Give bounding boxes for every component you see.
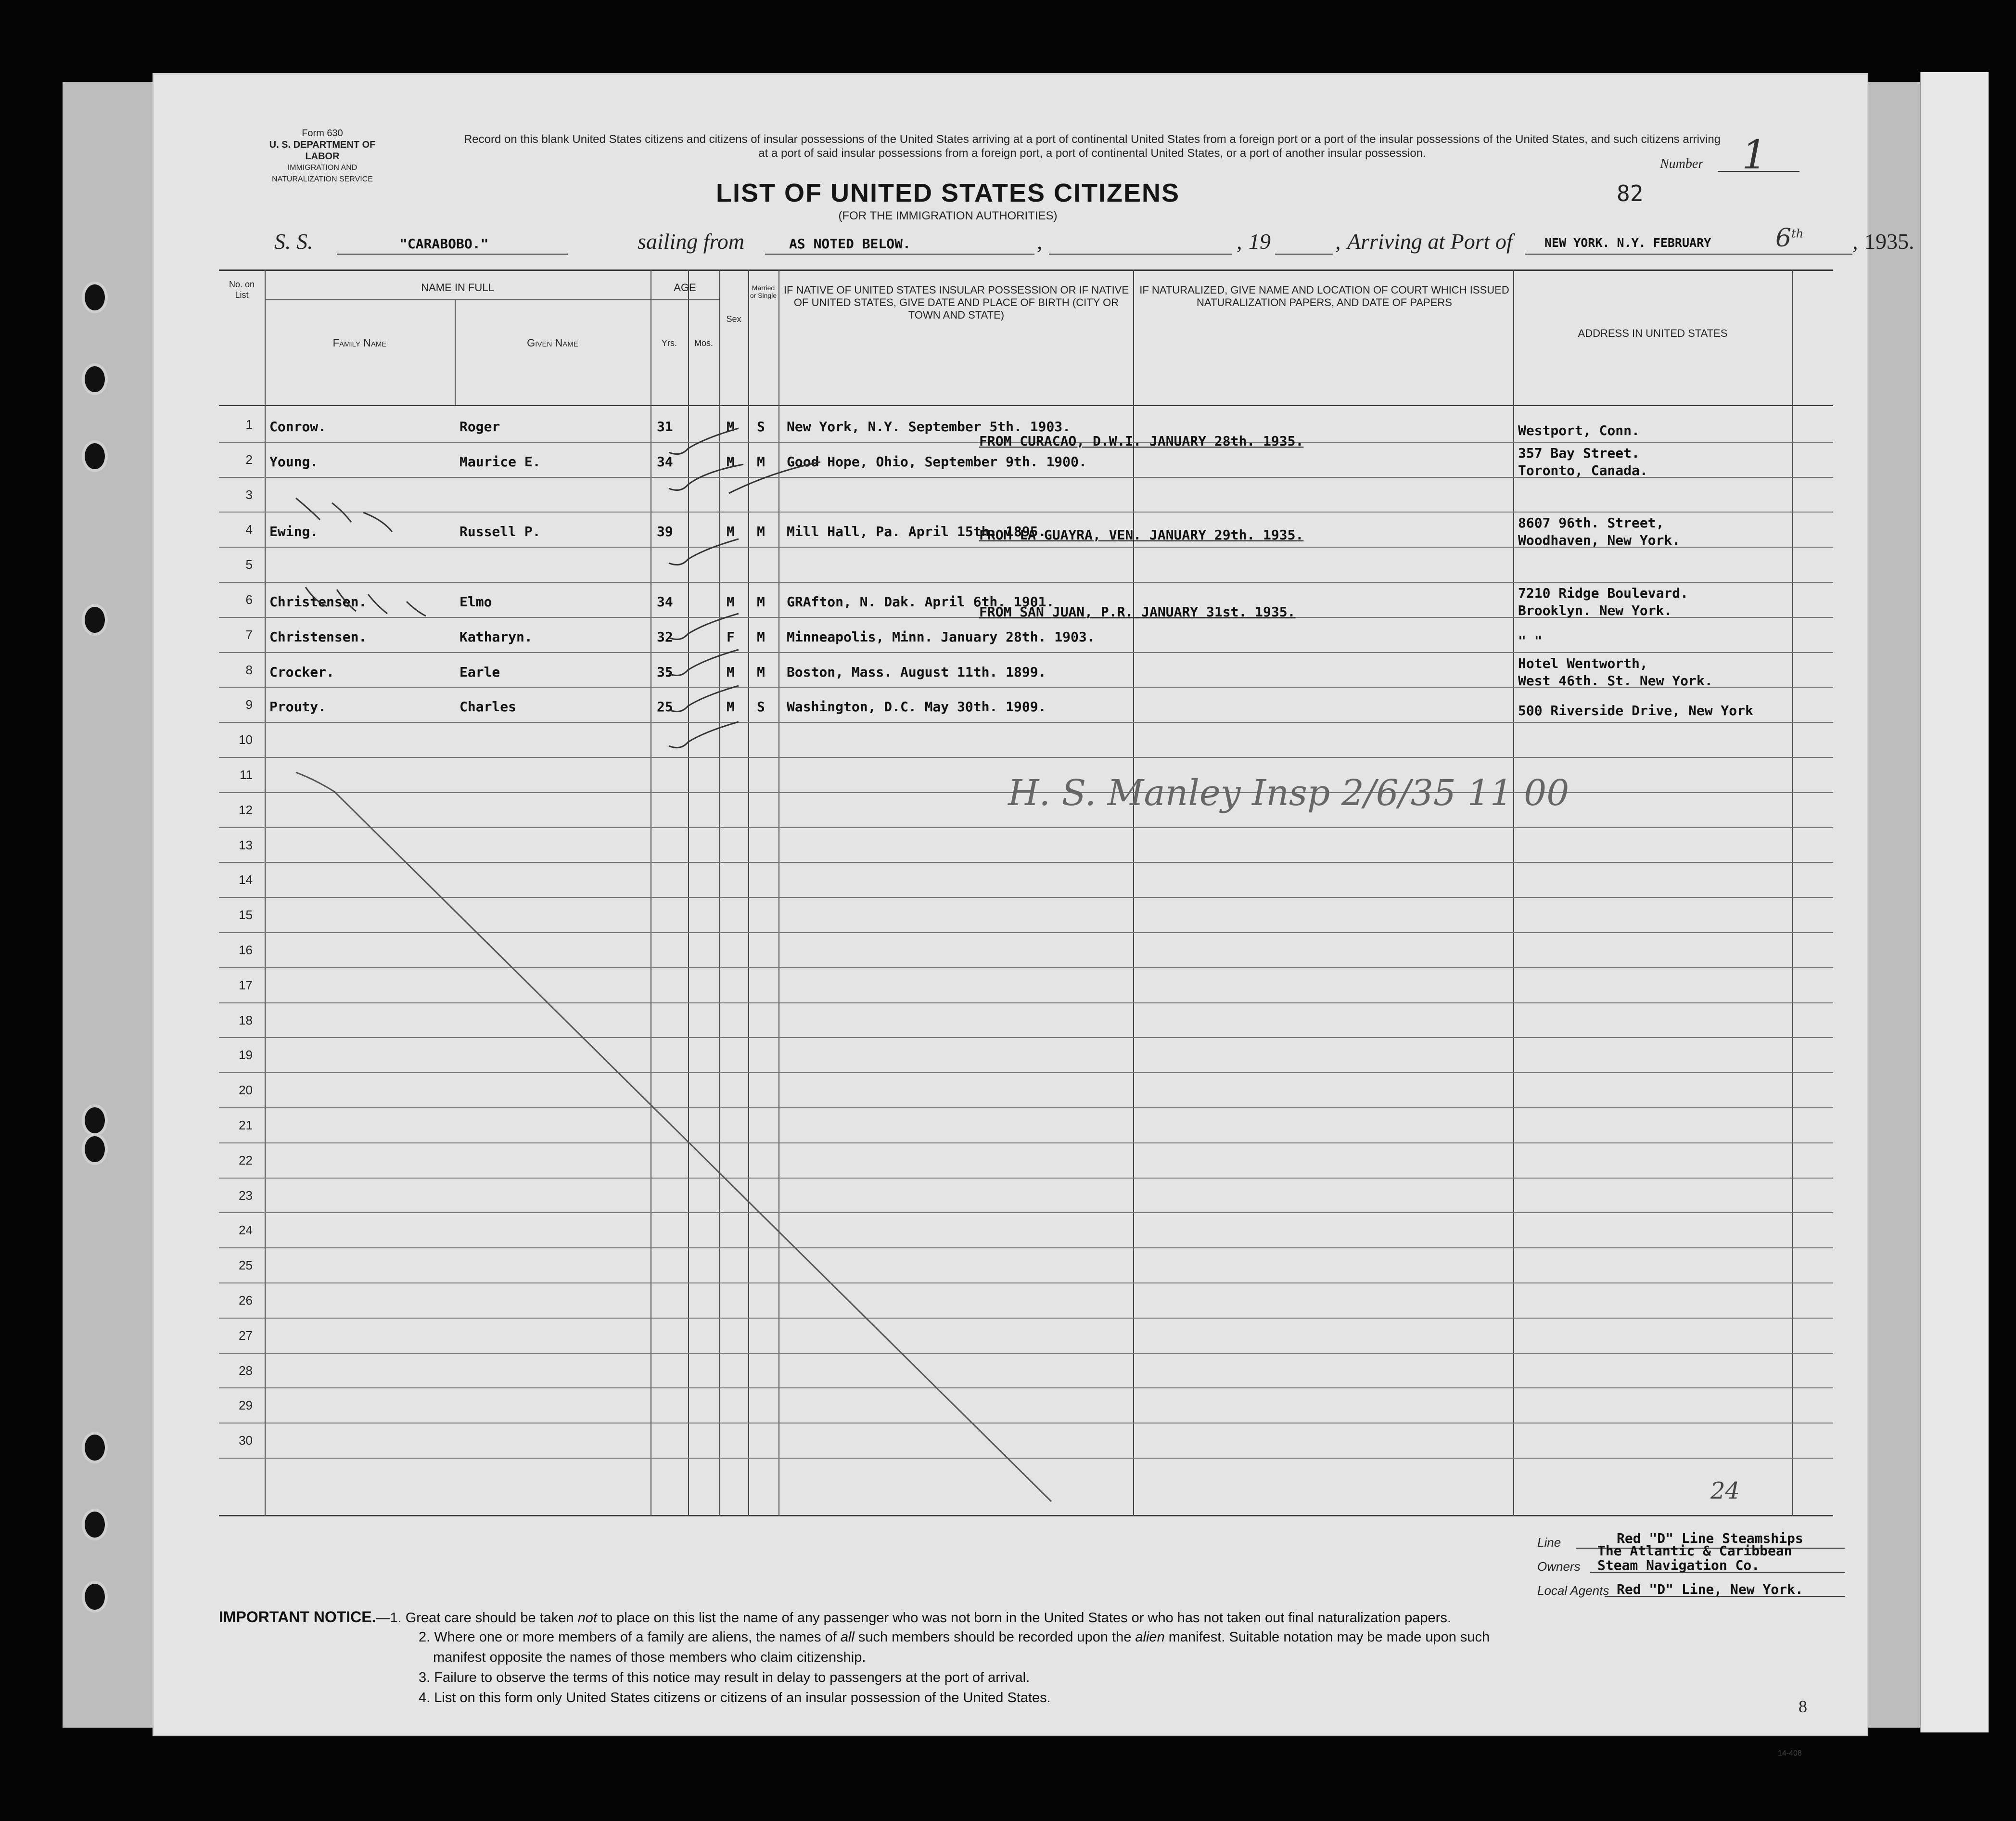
row-number: 10 — [239, 732, 253, 747]
row-number: 27 — [239, 1328, 253, 1343]
department-name: U. S. DEPARTMENT OF LABOR — [269, 140, 376, 162]
ship-underline — [337, 254, 568, 255]
col-header-naturalized: IF NATURALIZED, GIVE NAME AND LOCATION OF COURT WHICH ISSUED NATURALIZATION PAPERS, AND DATE OF PAPERS — [1139, 284, 1509, 308]
row-number: 29 — [239, 1398, 253, 1413]
notice-line-2b: manifest opposite the names of those members who claim citizenship. — [433, 1650, 866, 1665]
row-number: 2 — [245, 452, 253, 467]
row-number: 1 — [245, 417, 253, 432]
sailing-from: AS NOTED BELOW. — [789, 236, 911, 252]
notice-emphasis: all — [840, 1629, 855, 1645]
notice-text: manifest. Suitable notation may be made upon such — [1164, 1629, 1490, 1645]
notice-line-3: 3. Failure to observe the terms of this notice may result in delay to passengers at the port of arrival. — [419, 1670, 1030, 1685]
binder-hole — [82, 1104, 108, 1136]
check-mark — [669, 428, 739, 454]
notice-text: 1. Great care should be taken — [390, 1610, 578, 1626]
birth-place-date: Good Hope, Ohio, September 9th. 1900. — [787, 453, 1087, 470]
cancel-slash — [306, 587, 327, 606]
print-code: 14-408 — [1778, 1749, 1802, 1757]
line-label: Line — [1537, 1535, 1561, 1550]
binder-hole — [82, 604, 108, 636]
check-mark — [669, 614, 739, 640]
family-name: Ewing. — [269, 524, 319, 540]
owners-value-1: The Atlantic & Caribbean — [1597, 1543, 1792, 1559]
cancel-slash — [363, 513, 392, 532]
marital-status: M — [757, 628, 765, 645]
col-header-sex: Sex — [726, 314, 741, 324]
binder-hole — [82, 363, 108, 395]
age-years: 34 — [657, 453, 673, 470]
section-header: FROM LA GUAYRA, VEN. JANUARY 29th. 1935. — [979, 527, 1304, 543]
number-value: 1 — [1742, 132, 1767, 178]
row-number: 18 — [239, 1013, 253, 1027]
ship-name: "CARABOBO." — [399, 236, 489, 252]
notice-line-2 — [419, 1628, 1490, 1647]
row-number: 3 — [245, 487, 253, 502]
binder-hole — [82, 1133, 108, 1165]
check-mark — [669, 650, 739, 676]
cancel-slash — [368, 594, 387, 614]
row-number: 4 — [245, 522, 253, 537]
age-years: 39 — [657, 524, 673, 540]
row-number: 30 — [239, 1433, 253, 1448]
cancel-slash — [332, 503, 351, 522]
sex: M — [727, 524, 735, 540]
arriving-label: Arriving at Port of — [1347, 229, 1513, 254]
sheet-number: 8 — [1799, 1697, 1807, 1716]
notice-dash: — — [376, 1610, 390, 1626]
notice-text: such members should be recorded upon the — [854, 1629, 1136, 1645]
ss-label: S. S. — [274, 229, 313, 254]
family-name: Prouty. — [269, 699, 327, 715]
birth-place-date: Washington, D.C. May 30th. 1909. — [787, 699, 1046, 715]
given-name: Roger — [459, 419, 500, 435]
form-identifier — [255, 128, 390, 185]
arrival-year: 1935. — [1864, 229, 1914, 254]
sex: M — [727, 594, 735, 610]
address-line-1: 8607 96th. Street, — [1518, 515, 1664, 531]
footer — [219, 1521, 1833, 1757]
check-mark — [669, 722, 739, 748]
notice-emphasis: alien — [1135, 1629, 1165, 1645]
given-name: Russell P. — [459, 524, 541, 540]
notice-heading: IMPORTANT NOTICE. — [219, 1608, 376, 1626]
sex: F — [727, 628, 735, 645]
binder-hole — [82, 1581, 108, 1613]
col-header-birth: IF NATIVE OF UNITED STATES INSULAR POSSESSION OR IF NATIVE OF UNITED STATES, GIVE DATE AND PLACE OF BIRTH (CITY OR TOWN AND STATE) — [783, 284, 1129, 321]
birth-place-date: Minneapolis, Minn. January 28th. 1903. — [787, 628, 1095, 645]
col-header-name: NAME IN FULL — [421, 282, 494, 294]
sex: M — [727, 419, 735, 435]
binder-hole — [82, 1432, 108, 1463]
nineteen: 19 — [1249, 229, 1271, 254]
sailing-underline — [765, 254, 1034, 255]
marital-status: M — [757, 594, 765, 610]
close-out-line — [296, 772, 1051, 1501]
family-name: Christensen. — [269, 628, 367, 645]
address-line-1: Hotel Wentworth, — [1518, 655, 1648, 671]
col-header-family: Family Name — [332, 337, 387, 349]
row-number: 26 — [239, 1293, 253, 1308]
birth-place-date: GRAfton, N. Dak. April 6th. 1901. — [787, 594, 1055, 610]
col-header-age: AGE — [674, 282, 696, 294]
owners-value-2: Steam Navigation Co. — [1597, 1557, 1760, 1573]
arrival-day-number: 6 — [1775, 224, 1792, 253]
age-years: 25 — [657, 699, 673, 715]
cancel-slashes — [296, 498, 426, 616]
given-name: Elmo — [459, 594, 492, 610]
row-number: 11 — [240, 768, 253, 782]
check-mark — [669, 464, 743, 490]
marital-status: M — [757, 524, 765, 540]
row-number: 15 — [239, 908, 253, 923]
section-header: FROM SAN JUAN, P.R. JANUARY 31st. 1935. — [979, 604, 1296, 620]
manifest-page — [154, 75, 1914, 1757]
arrival-day — [1775, 224, 1803, 253]
col-header-address: ADDRESS IN UNITED STATES — [1578, 327, 1728, 339]
agents-underline — [1605, 1596, 1845, 1597]
row-number: 12 — [239, 802, 253, 817]
address-line-1: 7210 Ridge Boulevard. — [1518, 585, 1689, 601]
agents-value: Red "D" Line, New York. — [1617, 1581, 1803, 1597]
owners-underline — [1590, 1572, 1845, 1573]
family-name: Young. — [269, 453, 319, 470]
col-header-given: Given Name — [527, 337, 578, 349]
row-number: 9 — [245, 697, 253, 712]
sailing-label: sailing from — [638, 229, 744, 254]
corner-mark: 24 — [1710, 1477, 1740, 1504]
row-number: 16 — [239, 943, 253, 957]
row-number: 28 — [239, 1363, 253, 1378]
notice-text: 2. Where one or more members of a family are aliens, the names of — [419, 1629, 841, 1645]
given-name: Katharyn. — [459, 628, 533, 645]
sex: M — [727, 664, 735, 680]
marital-status: S — [757, 699, 765, 715]
line-value: Red "D" Line Steamships — [1617, 1530, 1803, 1546]
backing-sheet-edge — [1920, 72, 1989, 1732]
address-line-2: Woodhaven, New York. — [1518, 532, 1681, 549]
row-number: 7 — [245, 627, 253, 642]
row-number: 13 — [239, 837, 253, 852]
family-name: Christensen. — [269, 594, 367, 610]
given-name: Maurice E. — [459, 453, 541, 470]
birth-place-date: New York, N.Y. September 5th. 1903. — [787, 419, 1071, 435]
binder-hole — [82, 440, 108, 472]
col-header-mos: Mos. — [694, 338, 713, 348]
birth-place-date: Mill Hall, Pa. April 15th. 1895. — [787, 524, 1046, 540]
form-number: Form 630 — [302, 128, 343, 139]
notice-emphasis: not — [577, 1610, 597, 1626]
address-line-2: West 46th. St. New York. — [1518, 672, 1713, 689]
row-number: 8 — [245, 662, 253, 677]
check-marks — [669, 428, 820, 748]
cancel-slash — [337, 590, 356, 611]
birth-place-date: Boston, Mass. August 11th. 1899. — [787, 664, 1046, 680]
arrival-port: NEW YORK. N.Y. FEBRUARY — [1544, 236, 1711, 250]
age-years: 32 — [657, 628, 673, 645]
given-name: Charles — [459, 699, 517, 715]
page-title: LIST OF UNITED STATES CITIZENS — [716, 179, 1180, 207]
age-years: 34 — [657, 594, 673, 610]
comma-separator: , — [1335, 229, 1341, 254]
address-line-2: Brooklyn. New York. — [1518, 603, 1672, 618]
row-number: 22 — [239, 1153, 253, 1167]
cancel-slash — [296, 498, 320, 520]
sex: M — [727, 699, 735, 715]
address-line-1: Westport, Conn. — [1518, 423, 1640, 438]
binder-hole — [82, 1509, 108, 1540]
age-years: 31 — [657, 419, 673, 435]
year-underline — [1275, 254, 1333, 255]
address-line-1: 357 Bay Street. — [1518, 445, 1640, 461]
col-header-married: Married or Single — [750, 284, 777, 299]
col-header-yrs: Yrs. — [661, 338, 677, 348]
row-number: 21 — [239, 1118, 253, 1132]
date-underline — [1049, 254, 1232, 255]
inspector-signature: H. S. Manley Insp 2/6/35 11 00 — [1008, 772, 1569, 814]
address-line-2: Toronto, Canada. — [1518, 462, 1648, 478]
family-name: Crocker. — [269, 664, 334, 680]
cancel-slash — [407, 602, 426, 616]
arrival-day-suffix: th — [1791, 227, 1804, 241]
port-underline — [1525, 254, 1852, 255]
age-years: 35 — [657, 664, 673, 680]
record-instructions: Record on this blank United States citizens and citizens of insular possessions of the United States arriving at a port of continental United States from a foreign port or a port of the insular possessions of the United States, and such citizens arriving at a port of said insular possessions from a foreign port, a port of continental United States, or a port of another insular possession. — [463, 133, 1721, 160]
row-number: 5 — [245, 557, 253, 572]
check-mark — [669, 686, 739, 712]
agents-label: Local Agents — [1537, 1583, 1609, 1598]
row-number: 6 — [245, 592, 253, 607]
comma-separator: , — [1237, 229, 1242, 254]
row-number: 19 — [239, 1048, 253, 1063]
row-number: 14 — [239, 872, 253, 887]
passenger-table — [219, 269, 1833, 1516]
family-name: Conrow. — [269, 419, 327, 435]
marital-status: M — [757, 453, 765, 470]
row-number: 20 — [239, 1083, 253, 1098]
section-header: FROM CURACAO, D.W.I. JANUARY 28th. 1935. — [979, 433, 1304, 449]
number-label: Number — [1660, 156, 1704, 171]
row-number: 17 — [239, 977, 253, 992]
notice-text: to place on this list the name of any passenger who was not born in the United States or who has not taken out final naturalization papers. — [597, 1610, 1451, 1626]
binder-hole — [82, 282, 108, 313]
page-count: 82 — [1617, 180, 1644, 206]
col-header-no: No. on List — [229, 280, 255, 300]
notice-line-1 — [219, 1607, 1451, 1628]
row-number: 23 — [239, 1188, 253, 1203]
comma-separator: , — [1852, 229, 1858, 254]
row-number: 25 — [239, 1258, 253, 1273]
page-subtitle: (FOR THE IMMIGRATION AUTHORITIES) — [838, 209, 1058, 222]
address-line-1: 500 Riverside Drive, New York — [1518, 703, 1753, 719]
sex: M — [727, 453, 735, 470]
marital-status: M — [757, 664, 765, 680]
given-name: Earle — [459, 664, 500, 680]
hand-marks — [219, 269, 1833, 1516]
notice-line-4: 4. List on this form only United States citizens or citizens of an insular possession of the United States. — [419, 1690, 1051, 1706]
row-number: 24 — [239, 1223, 253, 1238]
address-line-1: " " — [1518, 632, 1543, 649]
check-stroke — [729, 462, 820, 493]
service-name: IMMIGRATION AND NATURALIZATION SERVICE — [272, 164, 373, 183]
owners-label: Owners — [1537, 1559, 1581, 1574]
comma-separator: , — [1037, 229, 1043, 254]
marital-status: S — [757, 419, 765, 435]
check-mark — [669, 539, 739, 565]
